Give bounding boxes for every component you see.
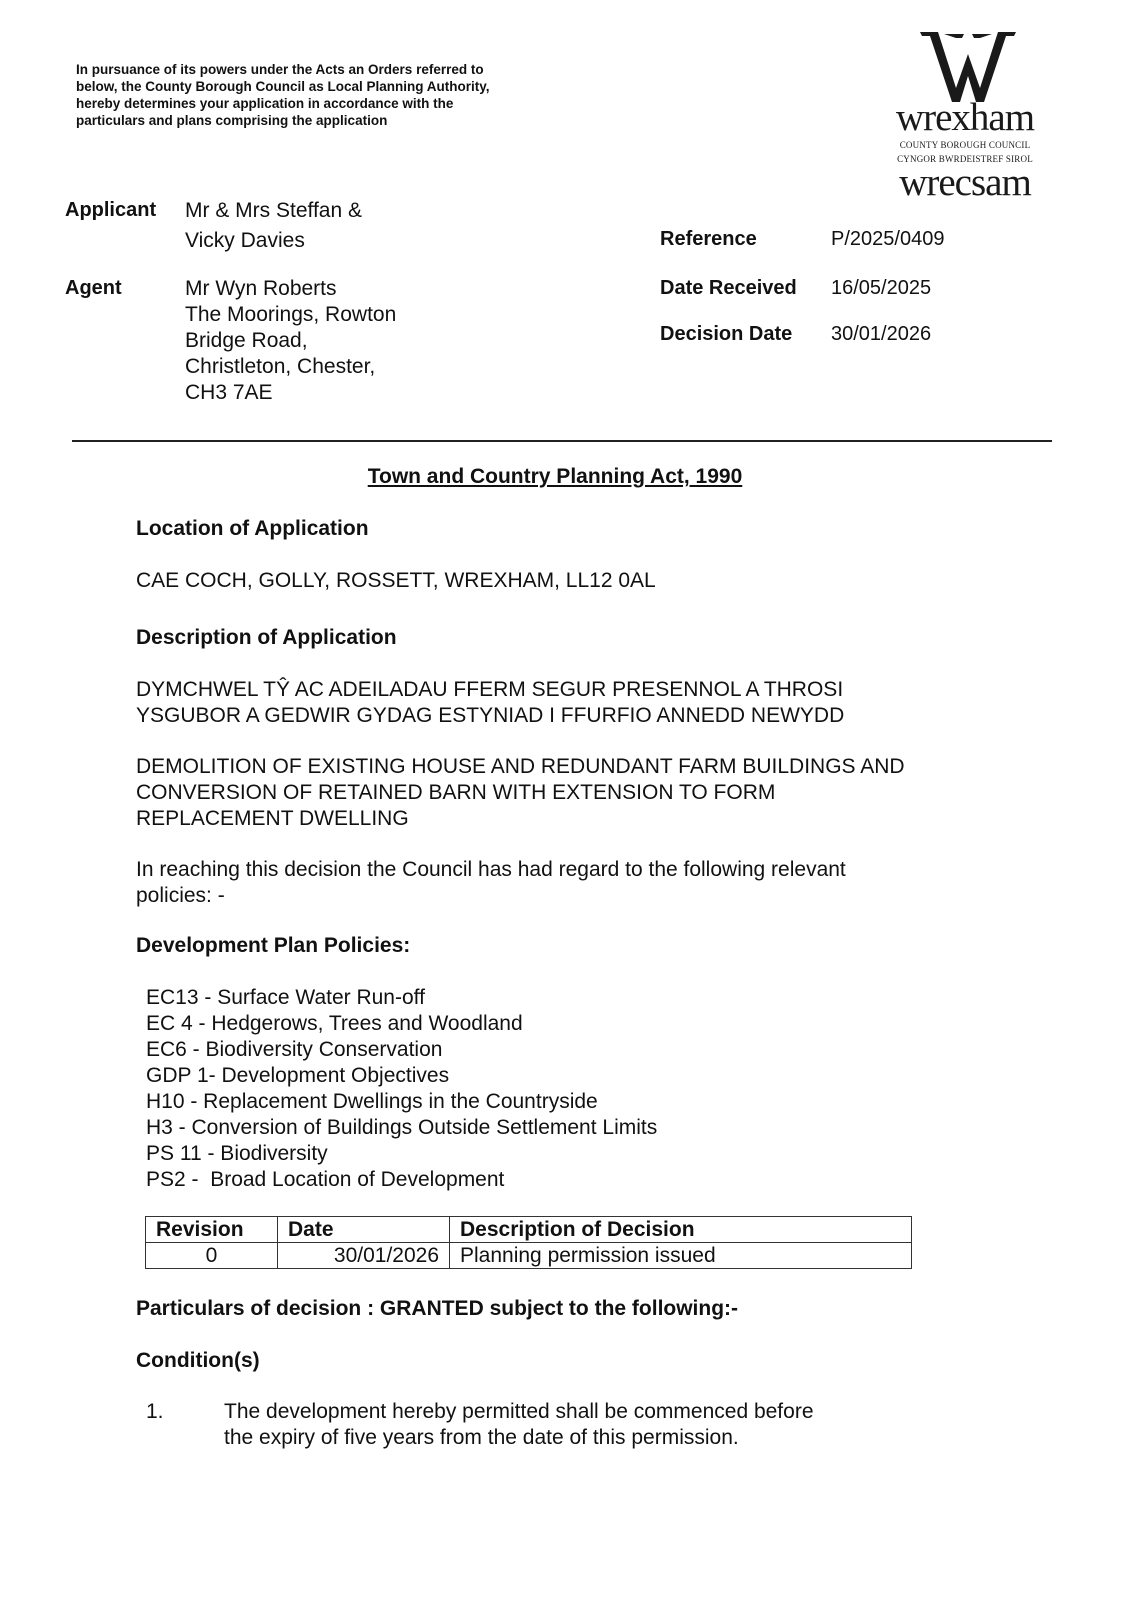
- agent-line: CH3 7AE: [185, 381, 273, 404]
- agent-line: Christleton, Chester,: [185, 355, 376, 378]
- policy-item: EC 4 - Hedgerows, Trees and Woodland: [146, 1012, 523, 1035]
- policies-intro: [136, 857, 996, 909]
- agent-line: Bridge Road,: [185, 329, 308, 352]
- policy-item: H10 - Replacement Dwellings in the Countryside: [146, 1090, 598, 1113]
- table-header-revision: Revision: [146, 1217, 278, 1243]
- applicant-label: Applicant: [65, 199, 157, 221]
- decision-date-label: Decision Date: [660, 323, 793, 345]
- logo-subtitle-welsh: CYNGOR BWRDEISTREF SIROL: [897, 154, 1033, 164]
- applicant-value: [185, 198, 362, 254]
- policies-intro-line: policies: -: [136, 884, 225, 907]
- agent-label: Agent: [65, 277, 122, 299]
- intro-statement: In pursuance of its powers under the Acts an Orders referred to below, the County Borough Council as Local Planning Authority, hereby determines your application in accordance with the particulars and plans comprising the application: [76, 62, 490, 128]
- logo-name-welsh: wrecsam: [899, 161, 1031, 204]
- description-welsh-line: DYMCHWEL TŶ AC ADEILADAU FFERM SEGUR PRESENNOL A THROSI: [136, 678, 844, 701]
- policy-item: PS 11 - Biodiversity: [146, 1142, 328, 1165]
- condition-text: [224, 1399, 884, 1451]
- date-received-value: 16/05/2025: [831, 277, 932, 299]
- policies-heading: Development Plan Policies:: [136, 934, 411, 957]
- description-welsh-line: YSGUBOR A GEDWIR GYDAG ESTYNIAD I FFURFIO ANNEDD NEWYDD: [136, 704, 845, 727]
- decision-date-value: 30/01/2026: [831, 323, 932, 345]
- agent-line: The Moorings, Rowton: [185, 303, 397, 326]
- condition-number: 1.: [146, 1400, 164, 1423]
- condition-line: The development hereby permitted shall be commenced before: [224, 1400, 814, 1423]
- description-english-line: REPLACEMENT DWELLING: [136, 807, 409, 830]
- applicant-line: Vicky Davies: [185, 229, 305, 252]
- reference-value: P/2025/0409: [831, 228, 945, 250]
- policy-item: H3 - Conversion of Buildings Outside Settlement Limits: [146, 1116, 658, 1139]
- revision-table: [145, 1216, 912, 1269]
- location-heading: Location of Application: [136, 517, 369, 540]
- table-row: [146, 1243, 912, 1269]
- table-header-description: Description of Decision: [450, 1217, 912, 1243]
- date-received-label: Date Received: [660, 277, 797, 299]
- logo-subtitle-english: COUNTY BOROUGH COUNCIL: [899, 140, 1031, 150]
- policy-item: PS2 - Broad Location of Development: [146, 1168, 505, 1191]
- policies-intro-line: In reaching this decision the Council has had regard to the following relevant: [136, 858, 846, 881]
- table-header-date: Date: [278, 1217, 450, 1243]
- agent-address: [185, 276, 396, 406]
- table-cell-date: 30/01/2026: [278, 1243, 450, 1269]
- policy-item: EC13 - Surface Water Run-off: [146, 986, 425, 1009]
- act-title: Town and Country Planning Act, 1990: [367, 465, 743, 488]
- header-divider: [72, 440, 1052, 442]
- applicant-line: Mr & Mrs Steffan &: [185, 199, 362, 222]
- description-english: [136, 754, 996, 832]
- conditions-heading: Condition(s): [136, 1349, 260, 1372]
- location-text: CAE COCH, GOLLY, ROSSETT, WREXHAM, LL12 0AL: [136, 569, 656, 592]
- reference-label: Reference: [660, 228, 757, 250]
- council-logo: [890, 30, 1050, 204]
- condition-line: the expiry of five years from the date of this permission.: [224, 1426, 739, 1449]
- decision-particulars: Particulars of decision : GRANTED subject to the following:-: [136, 1297, 739, 1320]
- logo-name-english: wrexham: [895, 96, 1035, 139]
- policy-item: GDP 1- Development Objectives: [146, 1064, 450, 1087]
- table-cell-revision: 0: [146, 1243, 278, 1269]
- description-english-line: DEMOLITION OF EXISTING HOUSE AND REDUNDANT FARM BUILDINGS AND: [136, 755, 905, 778]
- wrexham-w-logo-icon: [918, 30, 1018, 104]
- table-cell-description: Planning permission issued: [450, 1243, 912, 1269]
- policy-list: [146, 985, 657, 1193]
- description-english-line: CONVERSION OF RETAINED BARN WITH EXTENSION TO FORM: [136, 781, 776, 804]
- policy-item: EC6 - Biodiversity Conservation: [146, 1038, 443, 1061]
- description-heading: Description of Application: [136, 626, 397, 649]
- table-header-row: [146, 1217, 912, 1243]
- agent-line: Mr Wyn Roberts: [185, 277, 337, 300]
- description-welsh: [136, 677, 996, 729]
